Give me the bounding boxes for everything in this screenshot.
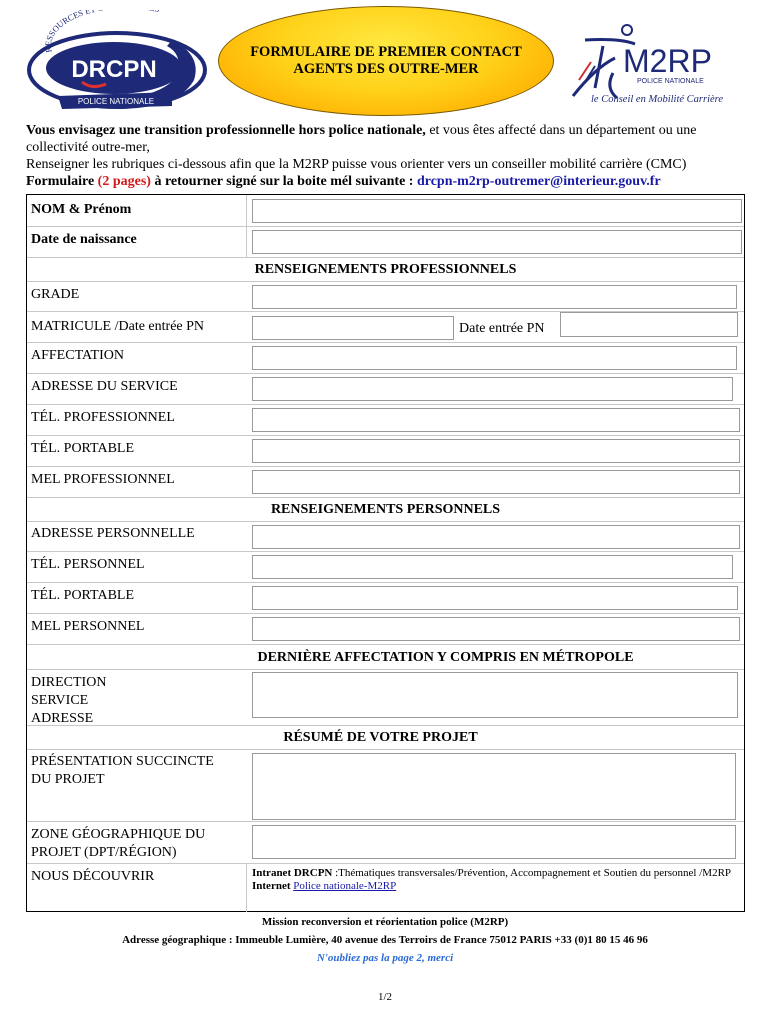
- tel-pro-field[interactable]: [252, 408, 740, 432]
- decouvrir-text: [252, 867, 740, 893]
- page-number: 1/2: [377, 991, 393, 1003]
- intro-text: [26, 122, 754, 190]
- zone-field[interactable]: [252, 825, 736, 859]
- label-zone-2: PROJET (DPT/RÉGION): [31, 845, 177, 860]
- label-tel-portable-perso: TÉL. PORTABLE: [31, 588, 135, 603]
- internet-line: Internet Police nationale-M2RP: [252, 880, 397, 892]
- m2rp-logo-text: M2RP: [623, 43, 712, 79]
- label-presentation-2: DU PROJET: [31, 772, 105, 787]
- derniere-affectation-field[interactable]: [252, 672, 738, 718]
- label-zone-1: ZONE GÉOGRAPHIQUE DU: [31, 827, 206, 842]
- section-personnels: RENSEIGNEMENTS PERSONNELS: [270, 502, 501, 517]
- tel-perso-field[interactable]: [252, 555, 733, 579]
- matricule-field[interactable]: [252, 316, 454, 340]
- row-tel-portable: [27, 436, 744, 467]
- presentation-field[interactable]: [252, 753, 736, 820]
- drcpn-logo-text: DRCPN: [71, 56, 157, 83]
- row-tel-pro: [27, 405, 744, 436]
- row-grade: [27, 281, 744, 312]
- contact-email[interactable]: drcpn-m2rp-outremer@interieur.gouv.fr: [416, 174, 661, 189]
- row-derniere-affectation: [27, 669, 744, 726]
- row-tel-portable-perso: [27, 583, 744, 614]
- row-nom: [27, 195, 744, 227]
- tel-portable-perso-field[interactable]: [252, 586, 738, 610]
- row-presentation: [27, 749, 744, 822]
- mel-perso-field[interactable]: [252, 617, 740, 641]
- label-mel-perso: MEL PERSONNEL: [31, 619, 145, 634]
- label-mel-pro: MEL PROFESSIONNEL: [31, 472, 175, 487]
- section-professionnels: RENSEIGNEMENTS PROFESSIONNELS: [254, 262, 517, 277]
- label-decouvrir: NOUS DÉCOUVRIR: [31, 869, 155, 884]
- row-decouvrir: [27, 864, 744, 912]
- row-mel-perso: [27, 614, 744, 645]
- contact-form: [26, 194, 745, 912]
- naissance-field[interactable]: [252, 230, 742, 254]
- m2rp-tagline: le Conseil en Mobilité Carrière: [591, 94, 724, 105]
- title-line-1: FORMULAIRE DE PREMIER CONTACT: [250, 44, 522, 60]
- intranet-line: Intranet DRCPN :Thématiques transversales/Prévention, Accompagnement et Soutien du personnel /M2RP: [252, 867, 732, 879]
- grade-field[interactable]: [252, 285, 737, 309]
- date-entree-field[interactable]: [560, 312, 738, 337]
- row-zone: [27, 822, 744, 864]
- row-naissance: [27, 227, 744, 258]
- nom-field[interactable]: [252, 199, 742, 223]
- label-tel-portable: TÉL. PORTABLE: [31, 441, 135, 456]
- intro-line-1: Vous envisagez une transition professionnelle hors police nationale, et vous êtes affecté dans un département ou une collectivité outre-mer,: [26, 123, 697, 155]
- tel-portable-field[interactable]: [252, 439, 740, 463]
- row-adresse-perso: [27, 521, 744, 552]
- row-affectation: [27, 343, 744, 374]
- footer-reminder: N'oubliez pas la page 2, merci: [316, 952, 454, 964]
- mel-pro-field[interactable]: [252, 470, 740, 494]
- label-adresse-service: ADRESSE DU SERVICE: [31, 379, 178, 394]
- adresse-perso-field[interactable]: [252, 525, 740, 549]
- label-grade: GRADE: [31, 287, 80, 302]
- label-tel-pro: TÉL. PROFESSIONNEL: [31, 410, 175, 425]
- label-matricule: MATRICULE /Date entrée PN: [31, 319, 205, 334]
- row-tel-perso: [27, 552, 744, 583]
- drcpn-arc-text: RESSOURCES E: [42, 10, 92, 54]
- m2rp-sub-text: POLICE NATIONALE: [637, 78, 704, 85]
- label-tel-perso: TÉL. PERSONNEL: [31, 557, 145, 572]
- label-adresse: ADRESSE: [31, 711, 94, 726]
- affectation-field[interactable]: [252, 346, 737, 370]
- intro-line-2: Renseigner les rubriques ci-dessous afin que la M2RP puisse vous orienter vers un conseiller mobilité carrière (CMC): [26, 157, 687, 172]
- label-service: SERVICE: [31, 693, 89, 708]
- row-matricule: [27, 312, 744, 343]
- section-projet: RÉSUMÉ DE VOTRE PROJET: [283, 730, 478, 745]
- footer-line-2: Adresse géographique : Immeuble Lumière, 40 avenue des Terroirs de France 75012 PARIS +33 (0)1 80 15 46 96: [122, 934, 648, 946]
- drcpn-band-text: POLICE NATIONALE: [77, 97, 155, 106]
- row-adresse-service: [27, 374, 744, 405]
- label-adresse-perso: ADRESSE PERSONNELLE: [31, 526, 195, 541]
- label-nom: NOM & Prénom: [31, 202, 132, 217]
- section-derniere-affectation: DERNIÈRE AFFECTATION Y COMPRIS EN MÉTROPOLE: [257, 650, 634, 665]
- drcpn-logo: [22, 10, 222, 110]
- label-date-entree: Date entrée PN: [459, 321, 545, 336]
- intro-line-3: Formulaire (2 pages) à retourner signé sur la boite mél suivante : drcpn-m2rp-outremer@interieur.gouv.fr: [26, 174, 661, 189]
- label-presentation-1: PRÉSENTATION SUCCINCTE: [31, 754, 214, 769]
- internet-link[interactable]: Police nationale-M2RP: [293, 880, 397, 892]
- row-mel-pro: [27, 467, 744, 498]
- title-line-2: AGENTS DES OUTRE-MER: [293, 61, 479, 77]
- footer-line-1: Mission reconversion et réorientation police (M2RP): [261, 916, 509, 928]
- adresse-service-field[interactable]: [252, 377, 733, 401]
- label-naissance: Date de naissance: [31, 232, 137, 247]
- label-affectation: AFFECTATION: [31, 348, 124, 363]
- m2rp-logo: [565, 18, 750, 108]
- form-title: [218, 6, 554, 116]
- label-direction: DIRECTION: [31, 675, 107, 690]
